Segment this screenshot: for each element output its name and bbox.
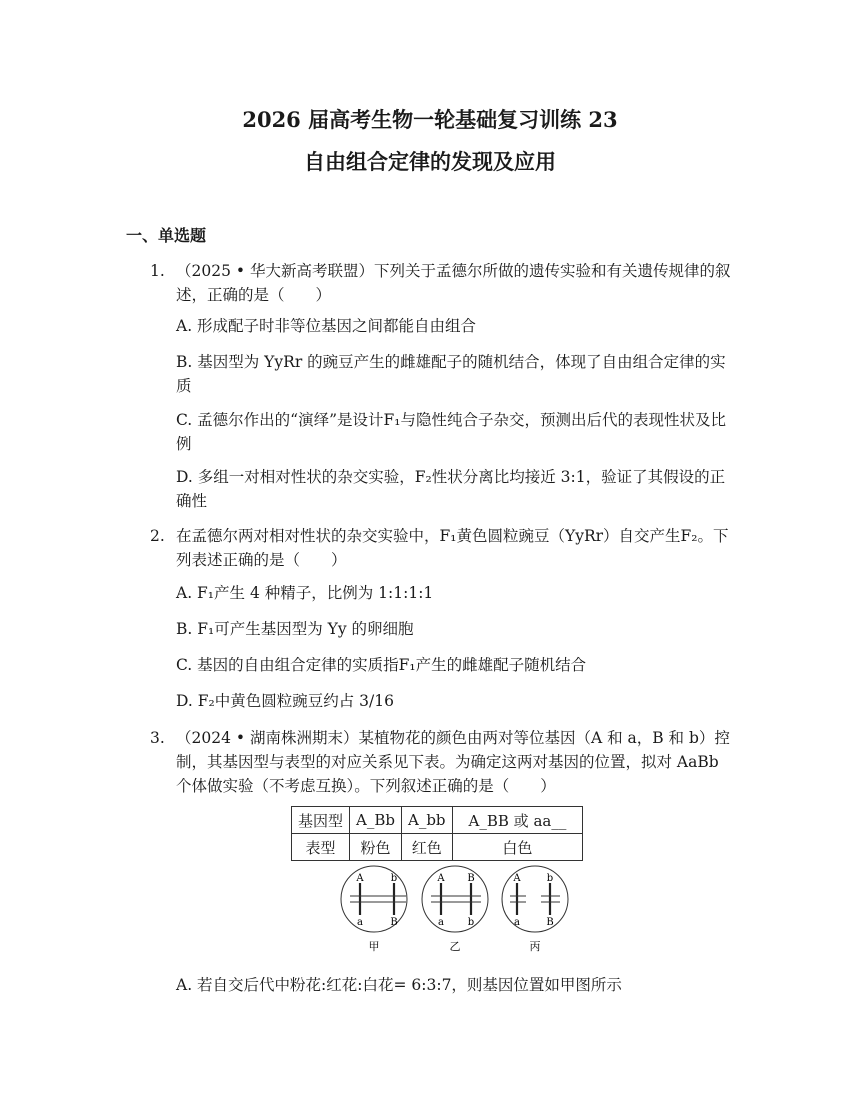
- allele-label: A: [513, 873, 521, 884]
- cell-jia: [341, 866, 407, 953]
- question-number: 1.: [150, 262, 165, 280]
- allele-label: b: [467, 917, 475, 928]
- question-number: 2.: [150, 527, 165, 545]
- cell-label: 乙: [449, 940, 461, 953]
- table-cell: 红色: [401, 834, 452, 861]
- option-d: D. 多组一对相对性状的杂交实验，F₂性状分离比均接近 3:1，验证了其假设的正确性: [176, 468, 726, 510]
- doc-title-line2: 自由组合定律的发现及应用: [304, 149, 556, 174]
- table-cell: A_BB 或 aa__: [452, 807, 583, 834]
- table-cell: 基因型: [292, 807, 350, 834]
- chromosome-diagram: [330, 862, 580, 962]
- option-c: C. 孟德尔作出的“演绎”是设计F₁与隐性纯合子杂交，预测出后代的表现性状及比例: [176, 411, 726, 453]
- cell-bing: [502, 866, 568, 953]
- allele-label: b: [390, 873, 398, 884]
- genotype-phenotype-table: [291, 806, 583, 861]
- allele-label: B: [546, 917, 554, 928]
- option-c: C. 基因的自由组合定律的实质指F₁产生的雌雄配子随机结合: [176, 656, 587, 674]
- section-heading: 一、单选题: [126, 226, 207, 245]
- option-a: A. 形成配子时非等位基因之间都能自由组合: [176, 317, 477, 335]
- allele-label: b: [546, 873, 554, 884]
- cell-yi: [422, 866, 488, 953]
- allele-label: a: [438, 917, 444, 928]
- question-stem: 在孟德尔两对相对性状的杂交实验中，F₁黄色圆粒豌豆（YyRr）自交产生F₂。下列表述正确的是（ ）: [176, 527, 729, 569]
- option-b: B. F₁可产生基因型为 Yy 的卵细胞: [176, 620, 414, 638]
- table-cell: 白色: [452, 834, 583, 861]
- doc-title-line1: 2026 届高考生物一轮基础复习训练 23: [242, 107, 618, 132]
- option-a: A. F₁产生 4 种精子，比例为 1:1:1:1: [176, 584, 434, 602]
- option-a: A. 若自交后代中粉花:红花:白花= 6:3:7，则基因位置如甲图所示: [176, 976, 622, 994]
- table-cell: 粉色: [350, 834, 402, 861]
- allele-label: B: [467, 873, 475, 884]
- cell-label: 丙: [529, 940, 541, 953]
- question-stem: （2025 • 华大新高考联盟）下列关于孟德尔所做的遗传实验和有关遗传规律的叙述，正确的是（ ）: [176, 262, 731, 304]
- table-cell: A_Bb: [350, 807, 402, 834]
- option-d: D. F₂中黄色圆粒豌豆约占 3/16: [176, 692, 394, 710]
- allele-label: B: [390, 917, 398, 928]
- allele-label: a: [514, 917, 520, 928]
- table-cell: 表型: [292, 834, 350, 861]
- question-number: 3.: [150, 729, 165, 747]
- table-cell: A_bb: [401, 807, 452, 834]
- allele-label: A: [437, 873, 445, 884]
- option-b: B. 基因型为 YyRr 的豌豆产生的雌雄配子的随机结合，体现了自由组合定律的实质: [176, 353, 726, 395]
- table-row: [292, 807, 583, 834]
- allele-label: A: [356, 873, 364, 884]
- allele-label: a: [357, 917, 363, 928]
- question-stem: （2024 • 湖南株洲期末）某植物花的颜色由两对等位基因（A 和 a，B 和 b）控制，其基因型与表型的对应关系见下表。为确定这两对基因的位置，拟对 AaBb 个体做实验（不考虑互换）。下列叙述正确的是（ ）: [176, 729, 730, 795]
- table-row: [292, 834, 583, 861]
- cell-label: 甲: [368, 940, 380, 953]
